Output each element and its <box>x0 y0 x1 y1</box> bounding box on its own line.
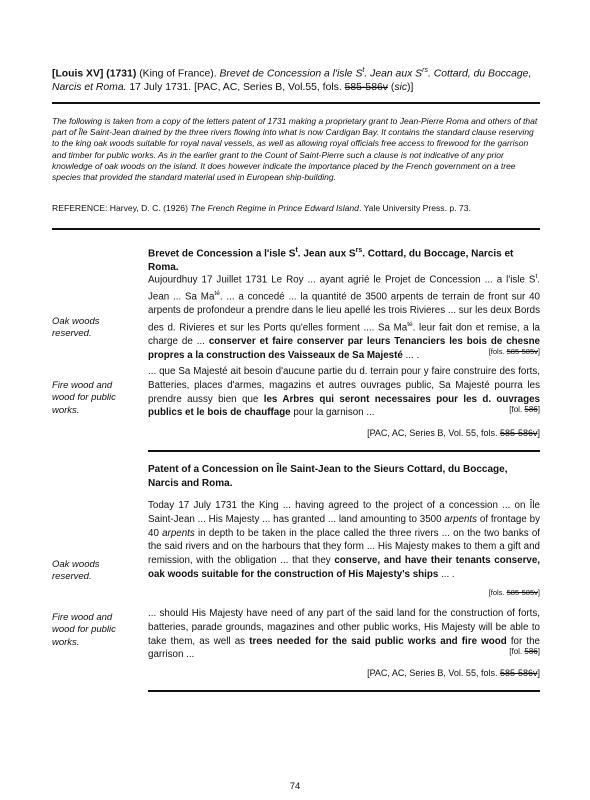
french-paragraph-2: ... que Sa Majesté ait besoin d'aucune partie du d. terrain pour y faire construire des forts, Batteries, places d'armes, magazins et autres ouvrages public, Sa Majesté pourra les prendre aussy bien que les Arbres qui seront necessaires pour les d. ouvrages publics et le bois de chauffage pour la garnison ... <box>148 366 540 419</box>
intro-paragraph: The following is taken from a copy of the letters patent of 1731 making a proprietary grant to Jean-Pierre Roma and others of that part of Île Saint-Jean drained by the three rivers flowing into what is now Cardigan Bay. It contains the standard clause reserving to the king oak woods suitable for royal naval vessels, as well as allowing royal officials free access to firewood for the garrison and timber for public works. As in the earlier grant to the Count of Saint-Pierre such a clause is not indicative of any prior knowledge of oak woods on the island. It does however indicate the importance placed by the French government on a tree species that provided the standard material used in European ship-building. <box>52 116 538 183</box>
folio-ref: [fols. 585-585v] <box>488 588 540 597</box>
folio-ref: [fols. 585-585v] <box>488 347 540 356</box>
english-paragraph-2: ... should His Majesty have need of any part of the said land for the construction of forts, batteries, parade grounds, magazines and other public works, His Majesty will be able to take them, as well as trees needed for the said public works and fire wood for the garrison ... <box>148 608 541 661</box>
english-paragraph-1: Today 17 July 1731 the King ... having agreed to the project of a concession ... on Île Saint-Jean ... His Majesty ... has granted ... land amounting to 3500 arpents of frontage by 40 arpents in depth to be taken in the place called the three rivers ... on the two banks of the said rivers and on the harbours that they form ... His Majesty makes to them a gift and remission, with the obligation ... that they conserve, and have their tenants conserve, oak woods suitable for the construction of His Majesty's ships ... . <box>148 500 541 580</box>
divider <box>52 228 540 230</box>
french-title: Brevet de Concession a l'isle $S^t$. Jean aux $S^{rs}$. Cottard, du Boccage, Narcis et Roma. <box>148 247 514 273</box>
citation-header: [Louis XV] (1731) (King of France). Brevet de Concession a l'isle $S^t$. Jean aux $S^{rs}$. Cottard, du Boccage, Narcis et Roma. 17 July 1731. [PAC, AC, Series B, Vol.55, fols. 585-586v (sic)] <box>52 67 532 94</box>
page-number: 74 <box>289 781 301 792</box>
folio-ref: [fol. 586] <box>509 405 540 414</box>
french-paragraph-1: Aujourdhuy 17 Juillet 1731 Le Roy ... ayant agrié le Projet de Concession ... a l'isle $S^t$. Jean ... Sa $Ma^{té}$. ... a concedé ... la quantité de 3500 arpents de terrain de front sur 40 arpents de profondeur a prendre dans le lieu apellé les trois Rivieres ... sur les deux Bords des d. Rivieres et sur les Ports qu'elles forment .... Sa $Ma^{té}$. leur fait don et remise, a la charge de ... conserver et faire conserver par leurs Tenanciers les bois de chesne propres a la construction des Vaisseaux de Sa Majesté ... . <box>148 273 541 361</box>
source-citation: [PAC, AC, Series B, Vol. 55, fols. 585-586v] <box>367 668 540 678</box>
divider <box>148 690 540 692</box>
english-title: Patent of a Concession on Île Saint-Jean to the Sieurs Cottard, du Boccage, Narcis and Roma. <box>148 464 508 489</box>
margin-note-firewood: Fire wood and wood for public works. <box>52 380 116 416</box>
margin-note-oak: Oak woods reserved. <box>52 559 100 583</box>
reference: REFERENCE: Harvey, D. C. (1926) The French Regime in Prince Edward Island. Yale University Press. p. 73. <box>52 203 471 213</box>
margin-note-firewood: Fire wood and wood for public works. <box>52 612 116 648</box>
header-author: [Louis XV] (1731) <box>52 68 137 80</box>
divider <box>148 450 540 452</box>
margin-note-oak: Oak woods reserved. <box>52 316 100 340</box>
folio-ref: [fol. 586] <box>509 647 540 656</box>
divider <box>52 102 540 104</box>
source-citation: [PAC, AC, Series B, Vol. 55, fols. 585-586v] <box>367 428 540 438</box>
